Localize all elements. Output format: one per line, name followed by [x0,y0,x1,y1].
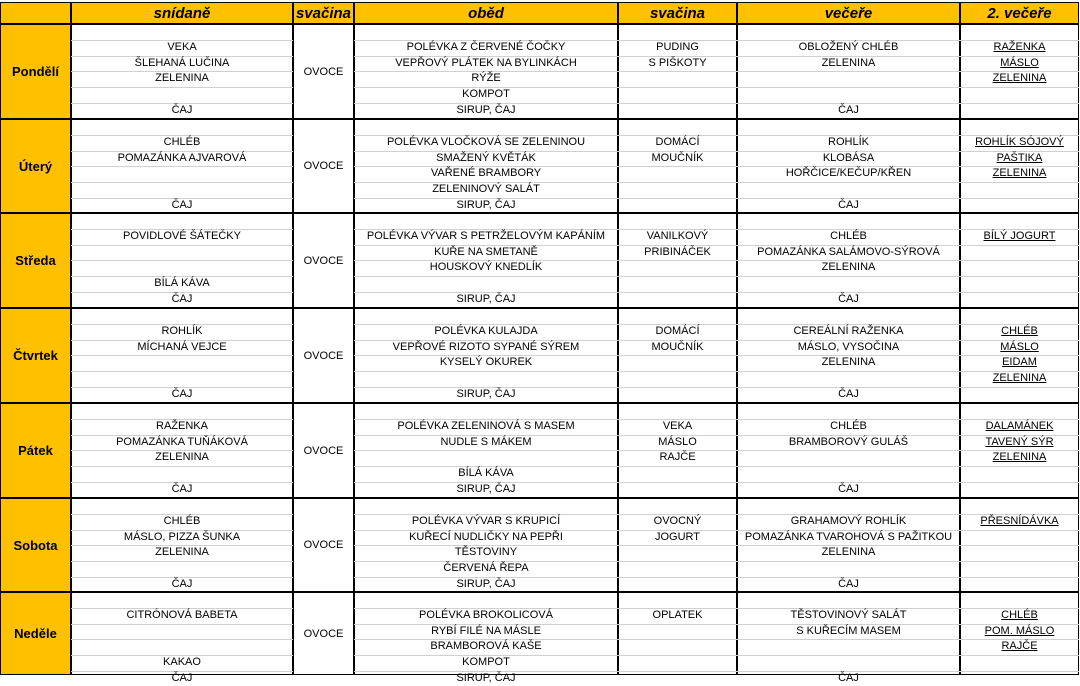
menu-cell-vecere: ČAJ [838,199,859,211]
row-separator [71,624,293,625]
menu-cell-obed: VAŘENÉ BRAMBORY [430,167,542,179]
menu-cell-obed: BRAMBOROVÁ KAŠE [430,640,542,652]
row-separator [71,639,293,640]
day-column-block [618,592,737,675]
menu-cell-svacina2: PRIBINÁČEK [644,246,711,258]
menu-cell-svacina2: OPLATEK [652,609,703,621]
menu-cell-obed: SIRUP, ČAJ [456,104,516,116]
menu-cell-vecere2: ZELENINA [992,72,1047,84]
header-lunch: oběd [354,2,618,24]
menu-cell-snidane: MÍCHANÁ VEJCE [137,341,227,353]
menu-cell-vecere: ZELENINA [821,356,876,368]
menu-cell-vecere: BRAMBOROVÝ GULÁŠ [788,436,909,448]
menu-cell-obed: RÝŽE [471,72,501,84]
menu-cell-vecere2: CHLÉB [1001,325,1038,337]
row-separator [71,371,293,372]
menu-cell-obed: POLÉVKA KULAJDA [434,325,538,337]
day-label: Úterý [0,119,71,213]
menu-cell-obed: NUDLE S MÁKEM [440,436,532,448]
day-label: Čtvrtek [0,308,71,403]
menu-cell-snidane: CHLÉB [163,136,201,148]
menu-cell-snidane: ČAJ [171,578,193,590]
menu-cell-vecere2: BÍLÝ JOGURT [983,230,1056,242]
menu-cell-vecere2: CHLÉB [1001,609,1038,621]
menu-cell-obed: POLÉVKA ZELENINOVÁ S MASEM [397,420,575,432]
menu-cell-obed: TĚSTOVINY [454,546,518,558]
menu-cell-snidane: ŠLEHANÁ LUČINA [134,57,230,69]
menu-cell-svacina2: MÁSLO [658,436,697,448]
menu-cell-vecere: POMAZÁNKA SALÁMOVO-SÝROVÁ [757,246,940,258]
menu-cell-vecere2: RAJČE [1001,640,1038,652]
menu-cell-snidane: ČAJ [171,199,193,211]
menu-cell-vecere: KLOBÁSA [822,152,875,164]
menu-cell-obed: VEPŘOVÉ RIZOTO SYPANÉ SÝREM [392,341,580,353]
menu-cell-vecere: OBLOŽENÝ CHLÉB [798,41,899,53]
menu-cell-snidane: ZELENINA [155,546,209,558]
row-separator [71,260,293,261]
menu-cell-vecere: CEREÁLNÍ RAŽENKA [793,325,904,337]
header-corner-cell [0,2,71,24]
day-label: Pondělí [0,24,71,119]
menu-cell-obed: POLÉVKA VLOČKOVÁ SE ZELENINOU [386,136,586,148]
menu-cell-obed: SIRUP, ČAJ [456,293,516,305]
morning-snack-cell: OVOCE [293,592,354,675]
menu-cell-vecere: ČAJ [838,578,859,590]
menu-cell-vecere2: TAVENÝ SÝR [985,436,1054,448]
menu-cell-vecere2: MÁSLO [1000,341,1039,353]
menu-cell-vecere: POMAZÁNKA TVAROHOVÁ S PAŽITKOU [744,531,953,543]
menu-cell-svacina2: VEKA [662,420,693,432]
row-separator [354,276,1079,277]
menu-cell-obed: RYBÍ FILÉ NA MÁSLE [431,625,541,637]
menu-cell-snidane: VEKA [167,41,197,53]
menu-cell-snidane: ZELENINA [155,72,209,84]
morning-snack-cell: OVOCE [293,403,354,498]
menu-cell-svacina2: MOUČNÍK [651,341,704,353]
menu-cell-snidane: ČAJ [171,672,193,684]
row-separator [71,182,293,183]
header-afternoon-snack: svačina [618,2,737,24]
menu-cell-vecere2: ZELENINA [992,167,1047,179]
menu-cell-vecere: MÁSLO, VYSOČINA [797,341,900,353]
menu-cell-snidane: MÁSLO, PIZZA ŠUNKA [123,531,241,543]
menu-cell-svacina2: MOUČNÍK [651,152,704,164]
menu-cell-snidane: POMAZÁNKA AJVAROVÁ [117,152,247,164]
menu-cell-svacina2: PUDING [656,41,699,53]
menu-cell-obed: BÍLÁ KÁVA [458,467,514,479]
menu-cell-vecere2: PAŠTIKA [996,152,1043,164]
menu-cell-obed: KUŘE NA SMETANĚ [434,246,538,258]
menu-cell-snidane: RAŽENKA [156,420,208,432]
menu-cell-vecere: ZELENINA [821,546,876,558]
menu-cell-svacina2: S PIŠKOTY [648,57,707,69]
row-separator [71,355,293,356]
menu-cell-vecere2: MÁSLO [1000,57,1039,69]
menu-cell-obed: KYSELÝ OKUREK [439,356,533,368]
menu-cell-obed: POLÉVKA BROKOLICOVÁ [419,609,553,621]
menu-cell-obed: KOMPOT [462,88,510,100]
menu-cell-snidane: ČAJ [171,104,193,116]
menu-cell-obed: SIRUP, ČAJ [456,578,516,590]
menu-cell-svacina2: VANILKOVÝ [646,230,709,242]
menu-cell-svacina2: RAJČE [659,451,696,463]
menu-cell-snidane: CITRÓNOVÁ BABETA [126,609,238,621]
morning-snack-cell: OVOCE [293,119,354,213]
menu-cell-snidane: CHLÉB [163,515,201,527]
row-separator [71,87,293,88]
menu-cell-vecere2: PŘESNÍDÁVKA [980,515,1059,527]
day-label: Neděle [0,592,71,675]
morning-snack-cell: OVOCE [293,24,354,119]
menu-cell-vecere2: ZELENINA [992,451,1047,463]
menu-cell-vecere: TĚSTOVINOVÝ SALÁT [790,609,907,621]
menu-cell-svacina2: DOMÁCÍ [655,136,700,148]
menu-cell-vecere: S KUŘECÍM MASEM [796,625,901,637]
menu-cell-vecere: ČAJ [838,104,859,116]
menu-cell-vecere2: EIDAM [1002,356,1037,368]
menu-cell-obed: SIRUP, ČAJ [456,388,516,400]
menu-cell-snidane: ČAJ [171,483,193,495]
menu-cell-snidane: ROHLÍK [161,325,203,337]
menu-cell-vecere2: POM. MÁSLO [984,625,1055,637]
menu-cell-obed: KOMPOT [462,656,510,668]
menu-cell-vecere: ČAJ [838,672,859,684]
header-dinner: večeře [737,2,960,24]
menu-cell-obed: POLÉVKA VÝVAR S KRUPICÍ [411,515,561,527]
day-label: Sobota [0,498,71,592]
menu-cell-obed: SIRUP, ČAJ [456,483,516,495]
menu-cell-svacina2: DOMÁCÍ [655,325,700,337]
menu-cell-svacina2: JOGURT [654,531,701,543]
menu-cell-vecere: ROHLÍK [828,136,869,148]
menu-cell-vecere: ČAJ [838,293,859,305]
menu-cell-snidane: BÍLÁ KÁVA [154,277,210,289]
menu-cell-svacina2: OVOCNÝ [653,515,702,527]
menu-cell-obed: POLÉVKA VÝVAR S PETRŽELOVÝM KAPÁNÍM [366,230,606,242]
menu-cell-vecere2: RAŽENKA [993,41,1046,53]
header-second-dinner: 2. večeře [960,2,1079,24]
menu-cell-vecere: HOŘČICE/KEČUP/KŘEN [785,167,912,179]
menu-cell-snidane: POMAZÁNKA TUŇÁKOVÁ [116,436,248,448]
row-separator [71,466,293,467]
header-morning-snack: svačina [293,2,354,24]
menu-cell-obed: ZELENINOVÝ SALÁT [432,183,540,195]
menu-cell-vecere: ZELENINA [821,261,876,273]
row-separator [71,166,293,167]
morning-snack-cell: OVOCE [293,308,354,403]
menu-cell-obed: SIRUP, ČAJ [456,199,516,211]
menu-cell-obed: VEPŘOVÝ PLÁTEK NA BYLINKÁCH [395,57,577,69]
menu-cell-vecere2: ZELENINA [992,372,1047,384]
menu-cell-snidane: KAKAO [163,656,201,668]
menu-cell-vecere: CHLÉB [830,420,867,432]
menu-cell-obed: HOUSKOVÝ KNEDLÍK [429,261,543,273]
menu-cell-obed: KUŘECÍ NUDLIČKY NA PEPŘI [409,531,563,543]
header-breakfast: snídaně [71,2,293,24]
menu-cell-vecere: ZELENINA [821,57,876,69]
menu-cell-vecere: GRAHAMOVÝ ROHLÍK [790,515,907,527]
menu-cell-snidane: POVIDLOVÉ ŠÁTEČKY [123,230,241,242]
morning-snack-cell: OVOCE [293,498,354,592]
menu-cell-vecere: ČAJ [838,483,859,495]
menu-cell-obed: ČERVENÁ ŘEPA [443,562,529,574]
menu-cell-snidane: ČAJ [171,388,193,400]
menu-cell-obed: SIRUP, ČAJ [456,672,516,684]
menu-cell-vecere: ČAJ [838,388,859,400]
row-separator [71,245,293,246]
row-separator [71,561,293,562]
menu-cell-obed: SMAŽENÝ KVĚTÁK [436,152,536,164]
menu-cell-vecere2: ROHLÍK SÓJOVÝ [975,136,1064,148]
menu-cell-vecere2: DALAMÁNEK [985,420,1054,432]
morning-snack-cell: OVOCE [293,213,354,308]
menu-cell-snidane: ZELENINA [155,451,209,463]
menu-cell-obed: POLÉVKA Z ČERVENÉ ČOČKY [406,41,566,53]
menu-cell-snidane: ČAJ [171,293,193,305]
menu-cell-vecere: CHLÉB [830,230,867,242]
day-label: Středa [0,213,71,308]
day-label: Pátek [0,403,71,498]
